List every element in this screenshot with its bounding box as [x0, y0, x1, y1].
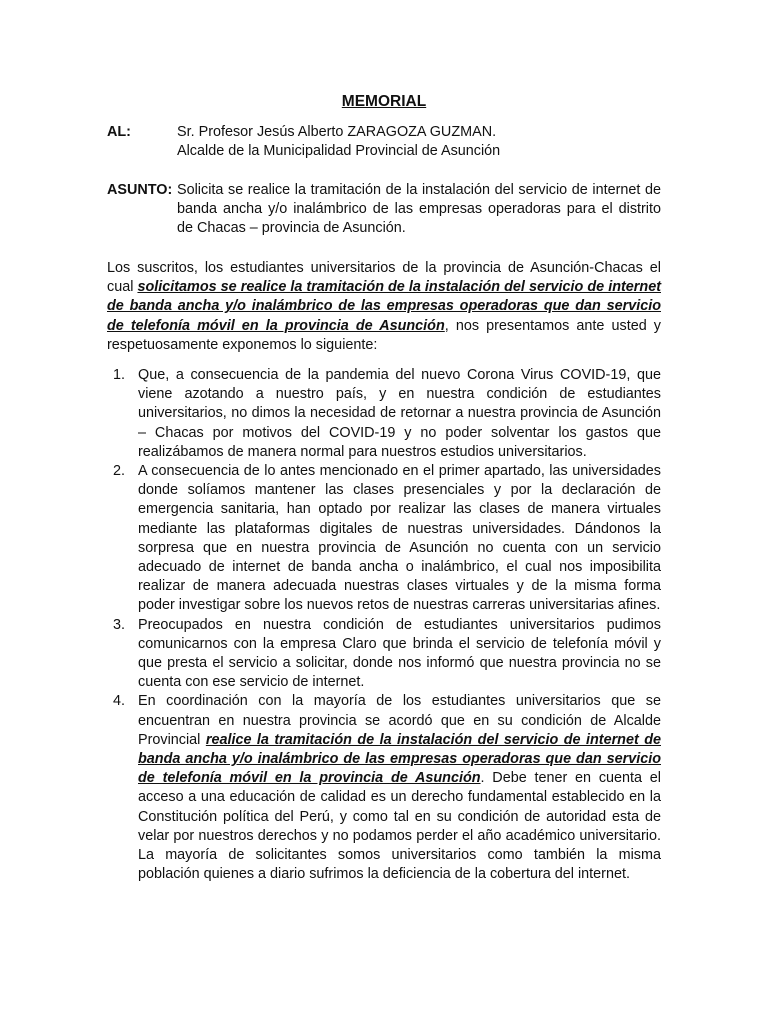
intro-text-start: Los suscritos, los estudiantes universitarios de la provincia de Asunción-Chacas el cual: [107, 260, 661, 296]
item-text-start: En coordinación con la mayoría de los estudiantes universitarios que se encuentran en nuestra provincia se acordó que en su condición de Alcalde Provincial: [138, 693, 661, 748]
addressee-title: Alcalde de la Municipalidad Provincial de Asunción: [177, 143, 501, 160]
addressee-block: [177, 123, 661, 161]
subject-text: Solicita se realice la tramitación de la instalación del servicio de internet de banda ancha y/o inalámbrico de las empresas operadoras para el distrito de Chacas – provincia de Asunción.: [177, 182, 661, 237]
item-text-end: . Debe tener en cuenta el acceso a una educación de calidad es un derecho fundamental establecido en la Constitución política del Perú, y como tal en su condición de autoridad esta de velar por nuestros derechos y no podamos perder el año académico universitario. La mayoría de solicitantes somos universitarios como también la misma población quienes a diario sufrimos la deficiencia de la cobertura del internet.: [138, 770, 661, 883]
item-emphasis: realice la tramitación de la instalación del servicio de internet de banda ancha y/o inalámbrico de las empresas operadoras que dan servicio de telefonía móvil en la provincia de Asunción: [138, 731, 661, 787]
item-number: 1.: [113, 367, 126, 383]
intro-text-end: , nos presentamos ante usted y respetuosamente exponemos lo siguiente:: [107, 317, 661, 353]
item-text: Preocupados en nuestra condición de estudiantes universitarios pudimos comunicarnos con la empresa Claro que brinda el servicio de telefonía móvil y que presta el servicio a solicitar, donde nos informó que nuestra provincia no se cuenta con ese servicio de internet.: [138, 616, 661, 691]
subject-label: ASUNTO:: [107, 182, 173, 198]
points-list: [107, 366, 661, 884]
item-number: 2.: [113, 463, 126, 480]
intro-emphasis: solicitamos se realice la tramitación de la instalación del servicio de internet de banda ancha y/o inalámbrico de las empresas operadoras que dan servicio de telefonía móvil en la provincia de Asunción: [107, 279, 661, 334]
addressee-name: Sr. Profesor Jesús Alberto ZARAGOZA GUZMAN.: [177, 124, 497, 140]
item-text: A consecuencia de lo antes mencionado en el primer apartado, las universidades donde solíamos mantener las clases presenciales y por la declaración de emergencia sanitaria, han optado por realizar las clases de manera virtuales mediante las plataformas digitales de nuestras universidades. Dándonos la sorpresa que en nuestra provincia de Asunción no cuenta con un servicio adecuado de internet de banda ancha o inalámbrico, el cual nos imposibilita realizar de manera adecuada nuestras clases virtuales y de la misma forma poder investigar sobre los nuevos retos de nuestras carreras universitarias afines.: [138, 463, 661, 614]
item-number: 4.: [113, 693, 126, 710]
list-item: [107, 462, 661, 616]
list-item: [107, 366, 661, 462]
item-text: Que, a consecuencia de la pandemia del nuevo Corona Virus COVID-19, que viene azotando a nuestro país, y en nuestra condición de estudiantes universitarios, no dimos la necesidad de retornar a nuestra provincia de Asunción – Chacas por motivos del COVID-19 y no poder solventar los gastos que realizábamos de manera normal para nuestros estudios universitarios.: [138, 367, 661, 460]
list-item: [107, 692, 661, 884]
item-number: 3.: [113, 616, 126, 633]
list-item: [107, 616, 661, 693]
addressee-label: AL:: [107, 124, 131, 140]
document-title: MEMORIAL: [341, 93, 427, 110]
intro-paragraph: [107, 259, 661, 355]
